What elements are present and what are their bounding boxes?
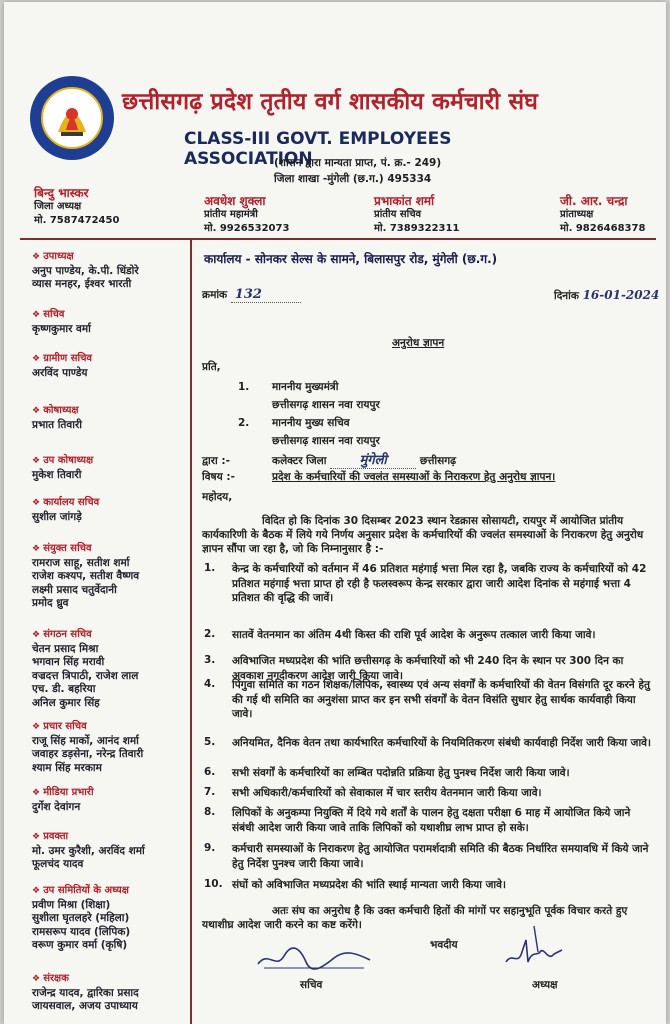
sidebar-name: सुशील जांगड़े (32, 510, 82, 523)
letter-date (554, 288, 659, 303)
sidebar-name: दुर्गेश देवांगन (32, 800, 81, 813)
sidebar-group-subcommittee-chairs (32, 884, 182, 953)
point-number: 7. (204, 786, 216, 798)
date-label: दिनांक (554, 290, 579, 302)
official-role: जिला अध्यक्ष (34, 201, 82, 212)
sidebar-heading: ❖ प्रवक्ता (32, 830, 182, 845)
point-text: अविभाजित मध्यप्रदेश की भांति छत्तीसगढ़ के कर्मचारियों को भी 240 दिन के स्थान पर 300 दिन का अवकाश नगदीकरण आदेश जारी किया जावे। (232, 655, 624, 682)
sidebar-group-office-secretary (32, 496, 182, 524)
recipient-line: माननीय मुख्य सचिव (272, 417, 350, 429)
point-number: 5. (204, 736, 216, 748)
sidebar-name: अनिल कुमार सिंह (32, 696, 100, 709)
official-mobile: मो. 7587472450 (34, 215, 120, 226)
office-address: कार्यालय - सोनकर सेल्स के सामने, बिलासपुर रोड, मुंगेली (छ.ग.) (204, 252, 498, 266)
sidebar-group-patron (32, 972, 182, 1014)
sidebar-heading: ❖ प्रचार सचिव (32, 720, 182, 735)
sidebar-name: कृष्णकुमार वर्मा (32, 322, 91, 335)
closing-paragraph: अतः संघ का अनुरोध है कि उक्त कर्मचारी हितों की मांगों पर सहानुभूति पूर्वक विचार करते हुए यथाशीघ्र आदेश जारी करने का कष्ट करेंगे। (202, 905, 628, 931)
via-district-handwritten: मुंगेली (330, 454, 416, 469)
recipient-line: छत्तीसगढ़ शासन नवा रायपुर (272, 435, 380, 447)
official-mobile: मो. 9826468378 (560, 223, 646, 234)
sidebar-name: राजू सिंह मार्को, आनंद शर्मा (32, 734, 139, 747)
subject-label: विषय :- (202, 471, 235, 483)
point-text: पिंगुवा समिति का गठन शिक्षक/लिपिक, स्वास्थ्य एवं अन्य संवर्गों के कर्मचारियों की वेतन विसंगति दूर करने हेतु की गई थी समिति का अनुशंसा प्राप्त कर इन सभी संवर्गों के वेतन विसंति सुधार हेतु सार्थक कार्यवाही किया जावे। (232, 679, 650, 720)
official-state-secretary (374, 194, 459, 236)
official-name: बिन्दु भास्कर (34, 186, 89, 200)
sidebar-group-secretary (32, 308, 182, 336)
letterhead-page (4, 2, 666, 1024)
recipient-line: छत्तीसगढ़ शासन नवा रायपुर (272, 399, 380, 411)
point-text: संघों को अविभाजित मध्यप्रदेश की भांति स्थाई मान्यता जारी किया जावे। (232, 879, 506, 891)
point-number: 4. (204, 678, 216, 690)
sidebar-name: वरूण कुमार वर्मा (कृषि) (32, 939, 128, 951)
sidebar-name: मो. उमर कुरैशी, अरविंद शर्मा (32, 844, 145, 857)
reference-label: क्रमांक (202, 289, 228, 301)
sidebar-heading: ❖ उपाध्यक्ष (32, 250, 182, 265)
sidebar-heading: ❖ संरक्षक (32, 972, 182, 987)
point-number: 6. (204, 766, 216, 778)
subject-text: प्रदेश के कर्मचारियों की ज्वलंत समस्याओं के निराकरण हेतु अनुरोध ज्ञापन। (272, 471, 556, 483)
sidebar-name: राजेश कश्यप, सतीश वैष्णव (32, 570, 140, 582)
sidebar-group-deputy-treasurer (32, 454, 182, 482)
sidebar-group-joint-secretary (32, 542, 182, 611)
secretary-label: सचिव (300, 979, 323, 991)
point-text: कर्मचारी समस्याओं के निराकरण हेतु आयोजित परामर्शदात्री समिति की बैठक निर्धारित समयावधि में किये जाने हेतु निर्देश पुनश्च जारी किया जावे। (232, 843, 649, 870)
sidebar-group-rural-secretary (32, 352, 182, 380)
point-number: 9. (204, 842, 216, 854)
to-label: प्रति, (202, 361, 221, 373)
sidebar-name: व्यास मनहर, ईश्वर भारती (32, 278, 132, 290)
secretary-signature (254, 942, 374, 974)
sidebar-name: श्याम सिंह मरकाम (32, 761, 102, 774)
point-number: 3. (204, 654, 216, 666)
point-text: सभी संवर्गों के कर्मचारियों का लम्बित पदोन्नति प्रक्रिया हेतु पुनश्च निर्देश जारी किया जावे। (232, 767, 570, 779)
president-label: अध्यक्ष (532, 979, 558, 991)
via-line (272, 454, 456, 469)
point-number: 2. (204, 628, 216, 640)
sidebar-name: भगवान सिंह मरावी (32, 656, 105, 668)
recipient-2-num: 2. (238, 417, 250, 429)
sidebar-heading: ❖ कार्यालय सचिव (32, 496, 182, 511)
sidebar-heading: ❖ उप समितियों के अध्यक्ष (32, 884, 182, 899)
sidebar-name: लक्ष्मी प्रसाद चतुर्वेदानी (32, 583, 117, 596)
sidebar-name: जवाहर डड़सेना, नरेन्द्र तिवारी (32, 748, 144, 760)
title-hindi: छत्तीसगढ़ प्रदेश तृतीय वर्ग शासकीय कर्मचारी संघ (122, 89, 539, 115)
recognition-text: (शासन द्वारा मान्यता प्राप्त, पं. क्र.- 249) (274, 157, 442, 169)
sidebar-group-vice-president (32, 250, 182, 292)
sidebar-name: प्रवीण मिश्रा (शिक्षा) (32, 898, 111, 911)
via-text: कलेक्टर जिला (272, 455, 327, 467)
title-english: CLASS-III GOVT. EMPLOYEES ASSOCIATION (184, 129, 452, 169)
sidebar-name: चेतन प्रसाद मिश्रा (32, 642, 99, 655)
sidebar-name: सुशीला घृतलहरे (महिला) (32, 912, 130, 924)
sidebar-heading: ❖ उप कोषाध्यक्ष (32, 454, 182, 469)
via-text: छत्तीसगढ़ (419, 455, 457, 467)
sidebar-group-publicity-secretary (32, 720, 182, 775)
association-logo (28, 74, 116, 162)
date-value: 16-01-2024 (582, 288, 660, 302)
official-general-secretary (204, 194, 289, 236)
sidebar-name: रामराज साहू, सतीश शर्मा (32, 556, 130, 569)
point-number: 10. (204, 878, 223, 890)
sidebar-heading: ❖ संगठन सचिव (32, 628, 182, 643)
point-number: 8. (204, 806, 216, 818)
sidebar-group-media-incharge (32, 786, 182, 814)
recipient-1-num: 1. (238, 381, 250, 393)
point-text: केन्द्र के कर्मचारियों को वर्तमान में 46 प्रतिशत महंगाई भत्ता मिल रहा है, जबकि राज्य के कर्मचारियों को 42 प्रतिशत महंगाई भत्ता प्राप्त हो रही है फलस्वरूप केन्द्र सरकार द्वारा जारी आदेश दिनांक से महंगाई भत्ता 4 प्रतिशत की वृद्धि की जावें। (232, 563, 647, 604)
sidebar-name: अनुप पाण्डेय, के.पी. धिंडोरे (32, 264, 139, 277)
via-label: द्वारा :- (202, 455, 230, 467)
point-number: 1. (204, 562, 216, 574)
yours-faithfully: भवदीय (430, 939, 458, 951)
official-role: प्रांतीय सचिव (374, 209, 422, 220)
reference-number (202, 288, 301, 303)
official-state-president (560, 194, 645, 236)
official-role: प्रांतीय महामंत्री (204, 209, 258, 220)
salutation: महोदय, (202, 491, 233, 503)
point-text: लिपिकों के अनुकम्पा नियुक्ति में दिये गये शर्तों के पालन हेतु दक्षता परीक्षा 6 माह में आयोजित किये जाने संबंधी आदेश जारी किया जावे ताकि लिपिकों को यथाशीघ्र लाभ प्राप्त हो सके। (232, 807, 631, 834)
sidebar-rule (190, 240, 192, 1024)
official-mobile: मो. 9926532073 (204, 223, 290, 234)
reference-value: 132 (231, 288, 301, 303)
recipient-line: माननीय मुख्यमंत्री (272, 381, 339, 393)
sidebar-name: प्रभात तिवारी (32, 418, 82, 431)
header-rule (20, 238, 656, 240)
sidebar-group-spokesperson (32, 830, 182, 872)
president-signature (500, 922, 570, 972)
sidebar-heading: ❖ मीडिया प्रभारी (32, 786, 182, 801)
sidebar-name: प्रमोद ध्रुव (32, 597, 69, 609)
intro-paragraph: विदित हो कि दिनांक 30 दिसम्बर 2023 स्थान रेडक्रास सोसायटी, रायपुर में आयोजित प्रांतीय कार्यकारिणी के बैठक में लिये गये निर्णय अनुसार प्रदेश के कर्मचारियों की ज्वलंत समस्याओं के निराकरण हेतु अनुरोध ज्ञापन सौंपा जा रहा है, जो कि निम्नानुसार है :- (202, 515, 644, 555)
sidebar-heading: ❖ कोषाध्यक्ष (32, 404, 182, 419)
recipient-1 (272, 380, 380, 412)
sidebar-group-treasurer (32, 404, 182, 432)
point-text: अनियमित, दैनिक वेतन तथा कार्यभारित कर्मचारियों के नियमितिकरण संबंधी कार्यवाही निर्देश जारी किया जावे। (232, 737, 651, 749)
official-mobile: मो. 7389322311 (374, 223, 460, 234)
district-branch: जिला शाखा -मुंगेली (छ.ग.) 495334 (274, 173, 432, 185)
official-name: जी. आर. चन्द्रा (560, 194, 628, 208)
point-text: सातवें वेतनमान का अंतिम 4थी किस्त की राशि पूर्व आदेश के अनुरूप तत्काल जारी किया जावे। (232, 629, 596, 641)
sidebar-name: राजेन्द्र यादव, द्वारिका प्रसाद (32, 986, 139, 999)
sidebar-heading: ❖ संयुक्त सचिव (32, 542, 182, 557)
memo-title: अनुरोध ज्ञापन (392, 337, 445, 349)
sidebar-heading: ❖ सचिव (32, 308, 182, 323)
official-name: प्रभाकांत शर्मा (374, 194, 435, 208)
point-text: सभी अधिकारी/कर्मचारियों को सेवाकाल में चार स्तरीय वेतनमान जारी किया जावे। (232, 787, 542, 799)
sidebar-name: एच. डी. बहरिया (32, 683, 96, 695)
official-name: अवधेश शुक्ला (204, 194, 266, 208)
sidebar-name: मुकेश तिवारी (32, 468, 82, 481)
sidebar-name: अरविंद पाण्डेय (32, 366, 88, 379)
sidebar-heading: ❖ ग्रामीण सचिव (32, 352, 182, 367)
official-district-president (34, 186, 119, 228)
sidebar-name: फूलचंद यादव (32, 858, 84, 870)
sidebar-group-organization-secretary (32, 628, 182, 710)
sidebar-name: जायसवाल, अजय उपाध्याय (32, 1000, 138, 1012)
sidebar-name: रामसरूप यादव (लिपिक) (32, 925, 131, 938)
official-role: प्रांताध्यक्ष (560, 209, 594, 220)
recipient-2 (272, 416, 380, 448)
sidebar-name: वज्रदत्त त्रिपाठी, राजेश लाल (32, 669, 139, 682)
